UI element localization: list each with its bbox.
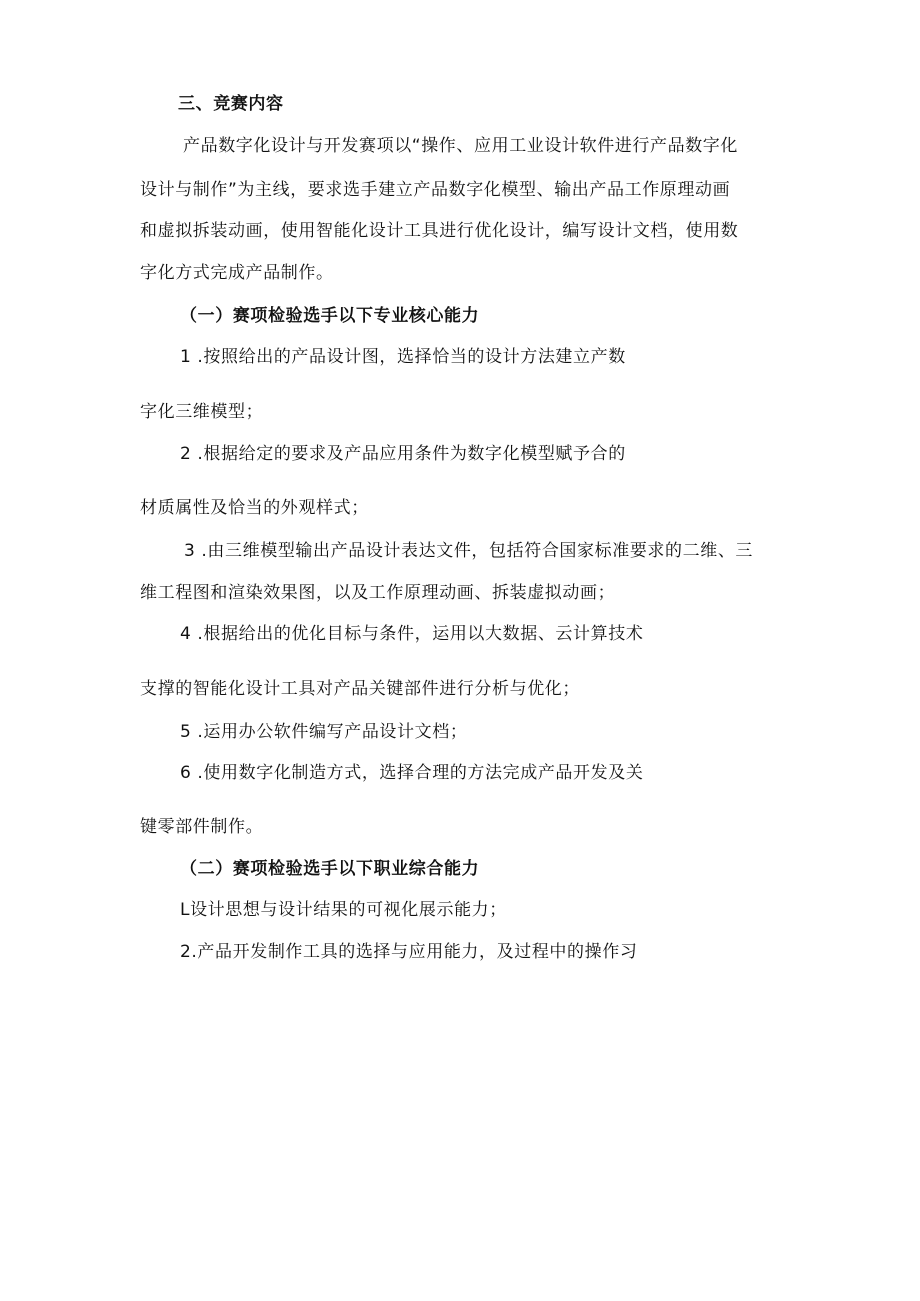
subsection-2-heading: （二）赛项检验选手以下职业综合能力	[180, 859, 480, 879]
sub2-item-1: L设计思想与设计结果的可视化展示能力；	[180, 900, 507, 920]
sub1-item-1-cont: 字化三维模型；	[140, 402, 264, 422]
sub1-item-4: 4 .根据给出的优化目标与条件，运用以大数据、云计算技术	[180, 624, 644, 644]
intro-line-1: 产品数字化设计与开发赛项以“操作、应用工业设计软件进行产品数字化	[183, 136, 739, 156]
sub1-item-3: 3 .由三维模型输出产品设计表达文件，包括符合国家标准要求的二维、三	[184, 541, 754, 561]
subsection-1-heading: （一）赛项检验选手以下专业核心能力	[180, 306, 480, 326]
sub1-item-2: 2 .根据给定的要求及产品应用条件为数字化模型赋予合的	[180, 444, 626, 464]
intro-line-3: 和虚拟拆装动画，使用智能化设计工具进行优化设计，编写设计文档，使用数	[140, 221, 739, 241]
sub1-item-4-cont: 支撑的智能化设计工具对产品关键部件进行分析与优化；	[140, 679, 580, 699]
intro-line-4: 字化方式完成产品制作。	[140, 263, 334, 283]
sub1-item-3-cont: 维工程图和渲染效果图，以及工作原理动画、拆装虚拟动画；	[140, 583, 616, 603]
sub1-item-6-cont: 键零部件制作。	[140, 817, 264, 837]
sub1-item-2-cont: 材质属性及恰当的外观样式；	[140, 498, 369, 518]
sub2-item-2: 2.产品开发制作工具的选择与应用能力，及过程中的操作习	[180, 942, 638, 962]
sub1-item-1: 1 .按照给出的产品设计图，选择恰当的设计方法建立产数	[180, 347, 626, 367]
sub1-item-5: 5 .运用办公软件编写产品设计文档；	[180, 722, 468, 742]
section-heading: 三、竞赛内容	[178, 94, 284, 114]
sub1-item-6: 6 .使用数字化制造方式，选择合理的方法完成产品开发及关	[180, 763, 644, 783]
intro-line-2: 设计与制作”为主线，要求选手建立产品数字化模型、输出产品工作原理动画	[140, 180, 731, 200]
